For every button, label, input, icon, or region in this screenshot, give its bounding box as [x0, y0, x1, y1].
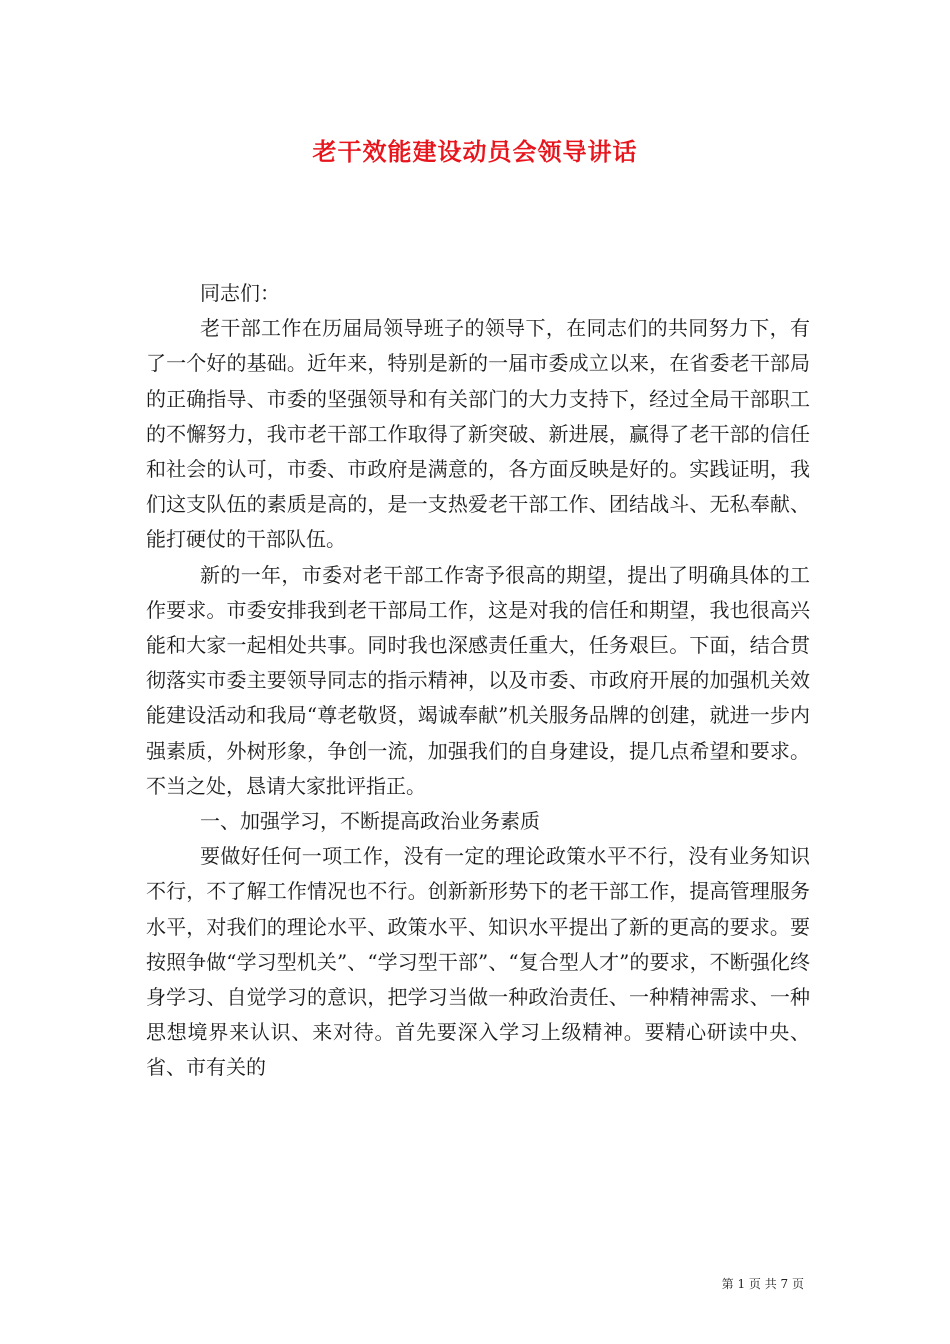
paragraph-2: 新的一年，市委对老干部工作寄予很高的期望，提出了明确具体的工作要求。市委安排我到老干部局工作，这是对我的信任和期望，我也很高兴能和大家一起相处共事。同时我也深感责任重大，任务艰巨。下面，结合贯彻落实市委主要领导同志的指示精神，以及市委、市政府开展的加强机关效能建设活动和我局“尊老敬贤，竭诚奉献”机关服务品牌的创建，就进一步内强素质，外树形象，争创一流，加强我们的自身建设，提几点希望和要求。不当之处，恳请大家批评指正。	[146, 562, 810, 798]
page-number: 第 1 页 共 7 页	[721, 1277, 804, 1291]
paragraph-1: 老干部工作在历届局领导班子的领导下，在同志们的共同努力下，有了一个好的基础。近年来，特别是新的一届市委成立以来，在省委老干部局的正确指导、市委的坚强领导和有关部门的大力支持下，经过全局干部职工的不懈努力，我市老干部工作取得了新突破、新进展，赢得了老干部的信任和社会的认可，市委、市政府是满意的，各方面反映是好的。实践证明，我们这支队伍的素质是高的，是一支热爱老干部工作、团结战斗、无私奉献、能打硬仗的干部队伍。	[146, 316, 810, 552]
paragraph-3: 要做好任何一项工作，没有一定的理论政策水平不行，没有业务知识不行，不了解工作情况也不行。创新新形势下的老干部工作，提高管理服务水平，对我们的理论水平、政策水平、知识水平提出了新的更高的要求。要按照争做“学习型机关”、“学习型干部”、“复合型人才”的要求，不断强化终身学习、自觉学习的意识，把学习当做一种政治责任、一种精神需求、一种思想境界来认识、来对待。首先要深入学习上级精神。要精心研读中央、省、市有关的	[146, 844, 810, 1080]
document-title: 老干效能建设动员会领导讲话	[312, 137, 638, 166]
document-body	[146, 276, 810, 1086]
section-heading-1: 一、加强学习，不断提高政治业务素质	[200, 809, 540, 834]
paragraph-salutation: 同志们：	[200, 281, 280, 305]
